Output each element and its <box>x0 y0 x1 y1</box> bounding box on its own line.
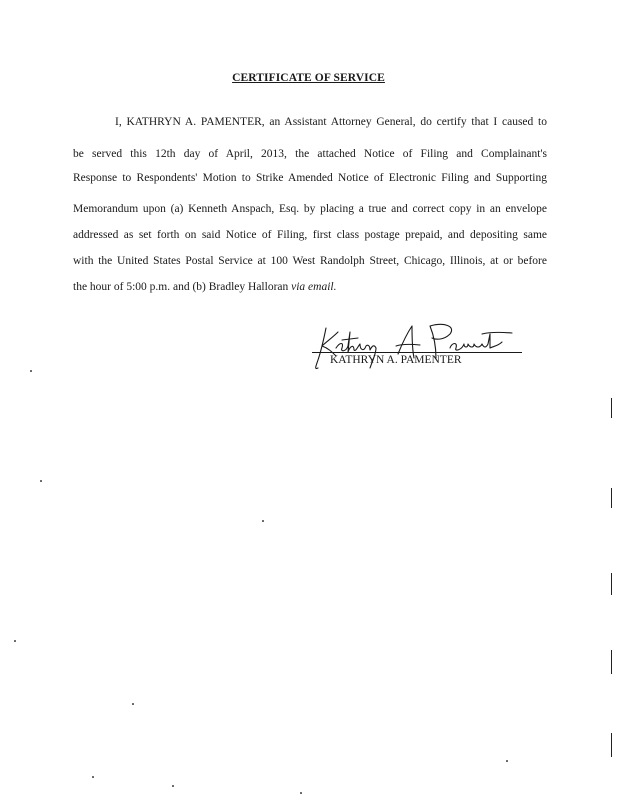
handwritten-signature <box>312 318 522 378</box>
signatory-name: KATHRYN A. PAMENTER <box>330 354 462 366</box>
scan-edge-mark <box>611 398 612 418</box>
scan-speck <box>132 703 134 705</box>
paragraph-line-7 <box>73 282 547 294</box>
scan-edge-mark <box>611 650 612 674</box>
scan-edge-mark <box>611 573 612 595</box>
scan-edge-mark <box>611 733 612 757</box>
signature-block <box>312 318 522 378</box>
paragraph-line-2: be served this 12th day of April, 2013, the attached Notice of Filing and Complainant's <box>73 148 547 160</box>
paragraph-line-1: I, KATHRYN A. PAMENTER, an Assistant Attorney General, do certify that I caused to <box>115 116 547 128</box>
scan-edge-mark <box>611 488 612 508</box>
scan-speck <box>300 792 302 794</box>
scan-speck <box>40 480 42 482</box>
scan-speck <box>172 785 174 787</box>
scan-speck <box>92 776 94 778</box>
scan-speck <box>506 760 508 762</box>
scan-speck <box>30 370 32 372</box>
paragraph-line-7-text: the hour of 5:00 p.m. and (b) Bradley Halloran <box>73 281 292 293</box>
paragraph-line-5: addressed as set forth on said Notice of Filing, first class postage prepaid, and depositing same <box>73 229 547 241</box>
paragraph-line-6: with the United States Postal Service at 100 West Randolph Street, Chicago, Illinois, at or before <box>73 255 547 267</box>
signature-line <box>312 352 522 353</box>
scan-speck <box>14 640 16 642</box>
paragraph-line-4: Memorandum upon (a) Kenneth Anspach, Esq. by placing a true and correct copy in an envelope <box>73 203 547 215</box>
paragraph-line-3: Response to Respondents' Motion to Strike Amended Notice of Electronic Filing and Supporting <box>73 172 547 184</box>
via-email-text: via email. <box>291 281 337 293</box>
page-title: CERTIFICATE OF SERVICE <box>232 72 385 84</box>
scan-speck <box>262 520 264 522</box>
